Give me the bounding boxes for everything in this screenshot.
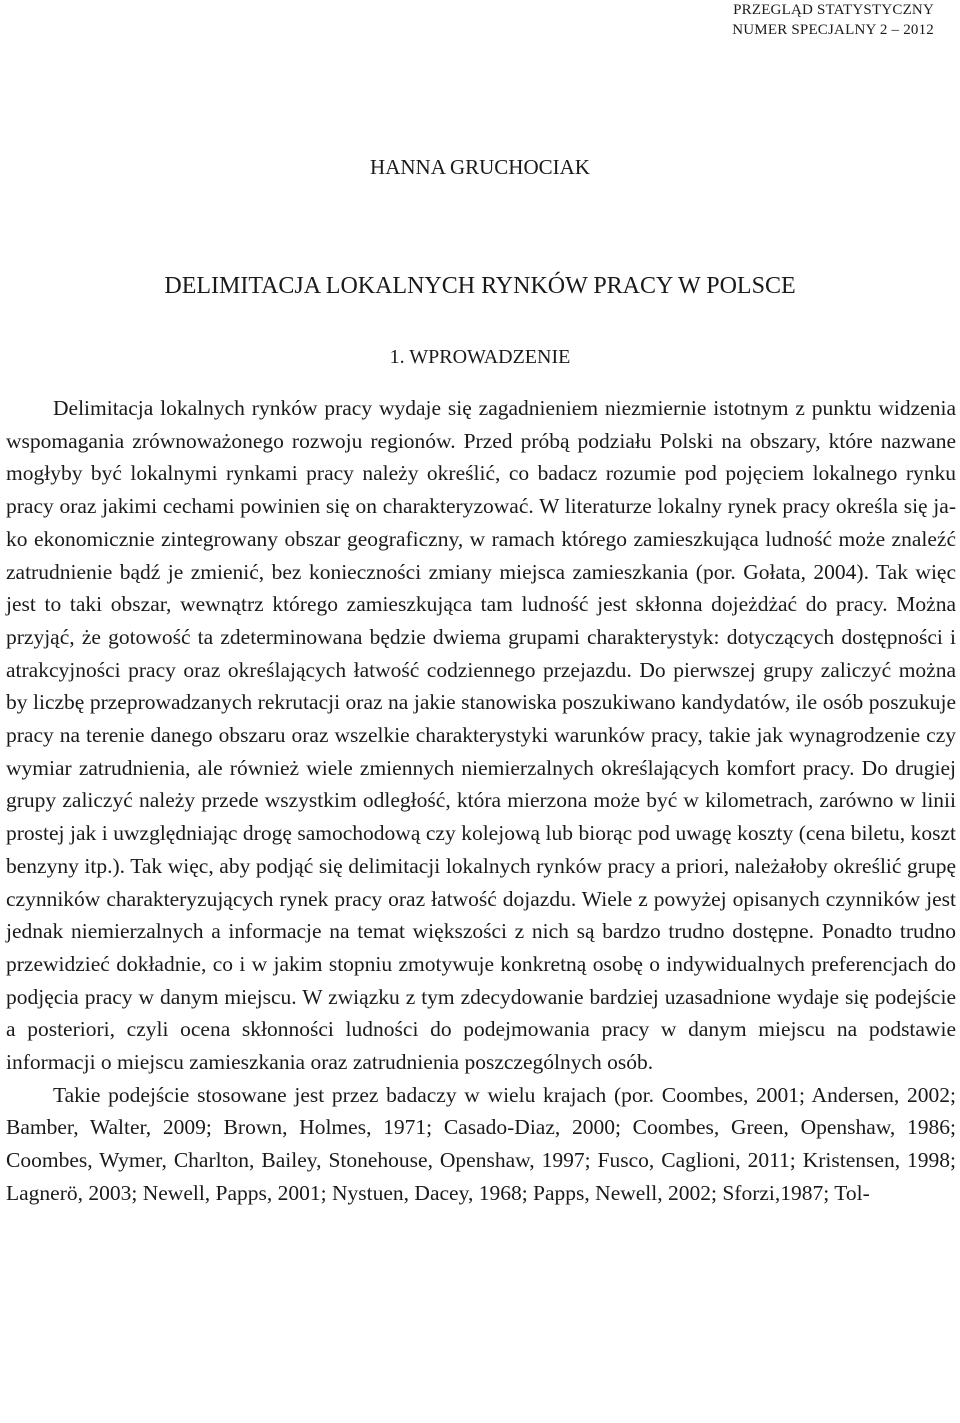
paragraph-introduction: Delimitacja lokalnych rynków pracy wydaje się zagadnieniem niezmiernie istotnym z punktu widzenia wspomagania zrównoważonego rozwoju regionów. Przed próbą podziału Polski na obszary, które nazwane mogłyby być lokalnymi rynkami pracy należy określić, co badacz rozumie pod pojęciem lokalnego rynku pracy oraz jakimi cechami powinien się on charakteryzować. W literaturze lokalny rynek pracy określa się jako ekonomicznie zintegrowany obszar geograficzny, w ramach którego zamieszkująca ludność może znaleźć zatrudnienie bądź je zmienić, bez konieczności zmiany miejsca zamieszkania (por. Gołata, 2004). Tak więc jest to taki obszar, wewnątrz którego zamieszkująca tam ludność jest skłonna dojeżdżać do pracy. Można przyjąć, że gotowość ta zdeterminowana będzie dwiema grupami charakterystyk: dotyczących dostępności i atrakcyjności pracy oraz określających łatwość codziennego przejazdu. Do pierwszej grupy zaliczyć można by liczbę przeprowadzanych rekrutacji oraz na jakie stanowiska poszukiwano kandydatów, ile osób poszukuje pracy na terenie danego obszaru oraz wszelkie charakterystyki warunków pracy, takie jak wynagrodzenie czy wymiar zatrudnienia, ale również wiele zmiennych niemierzalnych określających komfort pracy. Do drugiej grupy zaliczyć należy przede wszystkim odległość, która mierzona może być w kilometrach, zarówno w linii prostej jak i uwzględniając drogę samochodową czy kolejową lub biorąc pod uwagę koszty (cena biletu, koszt benzyny itp.). Tak więc, aby podjąć się delimitacji lokalnych rynków pracy a priori, należałoby określić grupę czynników charakteryzujących rynek pracy oraz łatwość dojazdu. Wiele z powyżej opisanych czynników jest jednak niemierzalnych a informacje na temat większości z nich są bardzo trudno dostępne. Ponadto trudno przewidzieć dokładnie, co i w jakim stopniu zmotywuje konkretną osobę o indywidualnych preferencjach do podjęcia pracy w danym miejscu. W związku z tym zdecydowanie bardziej uzasadnione wydaje się podejście a posteriori, czyli ocena skłonności ludności do podejmowania pracy w danym miejscu na podstawie informacji o miejscu zamieszkania oraz zatrudnienia poszczególnych osób. [6,396,956,1075]
body-text [6,392,956,1210]
journal-name: PRZEGLĄD STATYSTYCZNY [733,2,934,18]
author-name: HANNA GRUCHOCIAK [370,155,590,179]
paper-title: DELIMITACJA LOKALNYCH RYNKÓW PRACY W POLSCE [164,273,796,299]
section-heading: 1. WPROWADZENIE [389,346,571,368]
paragraph-approaches: Takie podejście stosowane jest przez badaczy w wielu krajach (por. Coombes, 2001; Andersen, 2002; Bamber, Walter, 2009; Brown, Holmes, 1971; Casado-Diaz, 2000; Coombes, Green, Openshaw, 1986; Coombes, Wymer, Charlton, Bailey, Stonehouse, Openshaw, 1997; Fusco, Caglioni, 2011; Kristensen, 1998; Lagnerö, 2003; Newell, Papps, 2001; Nystuen, Dacey, 1968; Papps, Newell, 2002; Sforzi,1987; Tol- [6,1082,956,1205]
journal-issue: NUMER SPECJALNY 2 – 2012 [732,22,934,38]
journal-header [732,0,934,40]
